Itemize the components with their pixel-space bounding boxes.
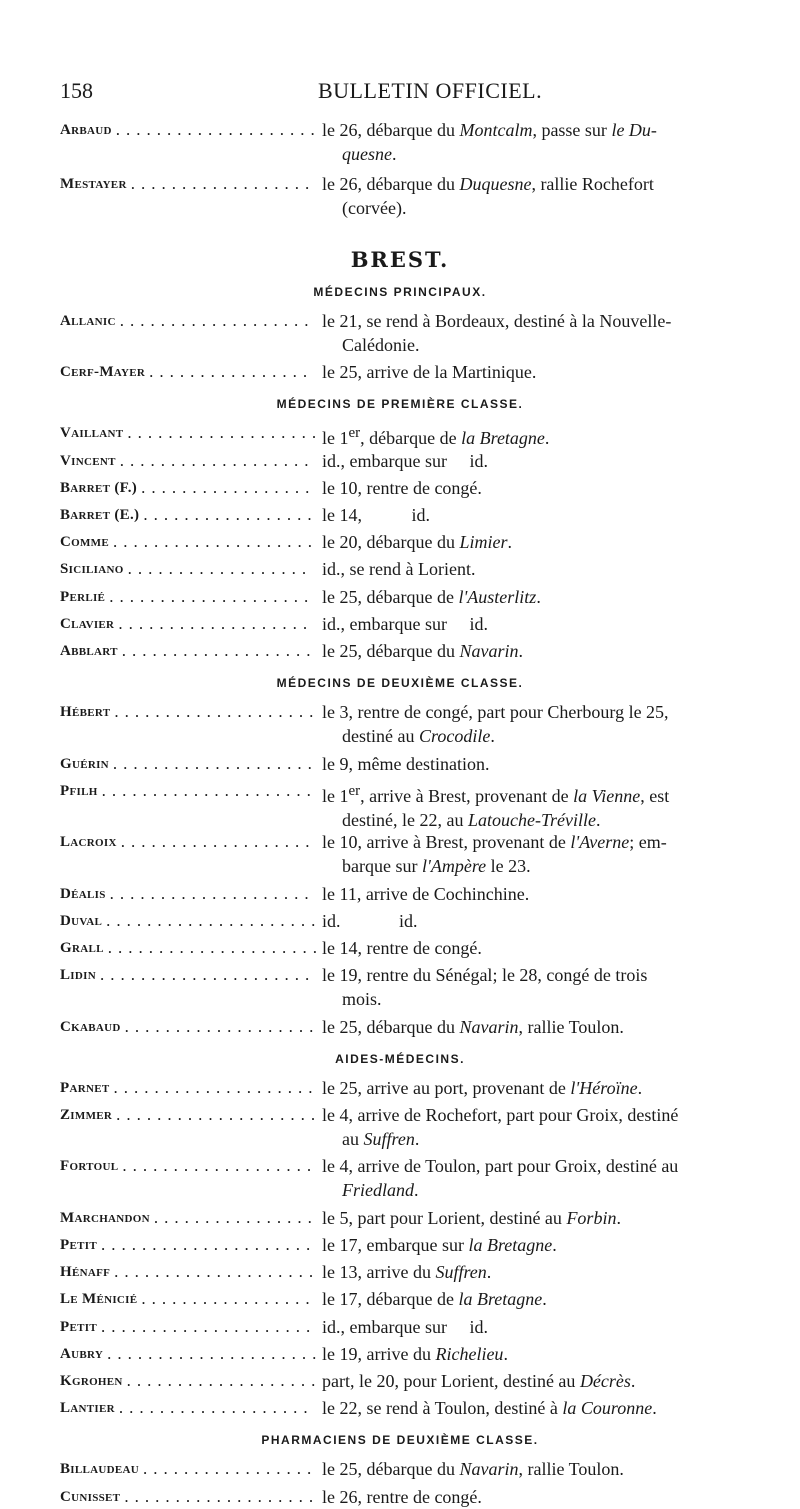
- entry-row: [60, 779, 760, 832]
- entry-row: [60, 1015, 760, 1039]
- entry-row: [60, 1342, 760, 1366]
- entry-line-continued: barque sur l'Ampère le 23.: [342, 856, 531, 877]
- entry-row: [60, 476, 760, 500]
- leader-dots: ................: [153, 1207, 318, 1227]
- entry-name: Parnet: [60, 1079, 110, 1096]
- entry-description: [322, 936, 760, 960]
- entry-line: le 4, arrive de Rochefort, part pour Groix, destiné: [322, 1105, 679, 1125]
- leader-dots: ...................: [118, 1398, 314, 1418]
- entry-row: [60, 421, 760, 450]
- entry-line: id. id.: [322, 910, 418, 931]
- entry-row: [60, 172, 760, 220]
- entry-line: le 1er, débarque de la Bretagne.: [322, 425, 550, 449]
- leader-dots: ...................: [119, 450, 315, 470]
- entry-description: [322, 476, 760, 500]
- entry-description: [322, 1015, 760, 1039]
- entry-name: Cerf-Mayer: [60, 364, 146, 381]
- entry-row: [60, 530, 760, 554]
- leader-dots: .....................: [100, 1316, 317, 1336]
- entry-line: id., embarque sur id.: [322, 613, 488, 634]
- entry-description: [322, 1457, 760, 1481]
- entry-line-continued: Calédonie.: [342, 334, 420, 355]
- entry-line: le 13, arrive du Suffren.: [322, 1262, 492, 1283]
- entry-row: [60, 1457, 760, 1481]
- entry-row: [60, 639, 760, 663]
- leader-dots: .................: [141, 1289, 316, 1309]
- entry-row: [60, 909, 760, 933]
- entry-description: [322, 700, 760, 748]
- entry-row: [60, 1485, 760, 1509]
- entry-line-continued: mois.: [342, 989, 382, 1010]
- entry-description: [322, 830, 760, 878]
- entry-row: [60, 963, 760, 1011]
- entry-name: Hénaff: [60, 1264, 111, 1281]
- entry-line: le 26, débarque du Duquesne, rallie Rochefort: [322, 174, 654, 195]
- entry-description: [322, 963, 760, 1011]
- entry-name: Déalis: [60, 885, 106, 902]
- entry-line: le 4, arrive de Toulon, part pour Groix, destiné au: [322, 1156, 679, 1177]
- section-heading: MÉDECINS DE DEUXIÈME CLASSE.: [276, 676, 524, 691]
- leader-dots: ....................: [115, 120, 321, 139]
- leader-dots: ...................: [124, 1016, 320, 1036]
- entry-name: Kgrohen: [60, 1373, 123, 1389]
- section-heading: AIDES-MÉDECINS.: [335, 1051, 465, 1066]
- entry-name: Barret (E.): [60, 507, 140, 523]
- entry-line-continued: au Suffren.: [342, 1129, 420, 1149]
- entry-line-continued: Friedland.: [342, 1180, 419, 1201]
- leader-dots: ...................: [120, 832, 316, 852]
- leader-dots: .................: [143, 505, 318, 524]
- entry-description: [322, 1154, 760, 1202]
- entry-line: le 14, id.: [322, 505, 430, 525]
- leader-dots: ...................: [119, 310, 315, 330]
- entry-description: [322, 449, 760, 473]
- leader-dots: ....................: [113, 1077, 319, 1097]
- entry-description: [322, 1287, 760, 1311]
- city-heading: BREST.: [350, 246, 450, 272]
- entry-description: [322, 1206, 760, 1230]
- entry-name: Arbaud: [60, 122, 112, 138]
- entry-line: id., embarque sur id.: [322, 450, 488, 471]
- entry-name: Mestayer: [60, 176, 127, 193]
- entry-name: Vincent: [60, 452, 116, 469]
- entry-description: [322, 1076, 760, 1100]
- entry-line: le 17, embarque sur la Bretagne.: [322, 1235, 557, 1255]
- entry-line: part, le 20, pour Lorient, destiné au Décrès.: [322, 1371, 636, 1391]
- entry-line: le 25, arrive au port, provenant de l'Héroïne.: [322, 1077, 643, 1098]
- entry-row: [60, 557, 760, 581]
- page-number: 158: [60, 78, 93, 103]
- entry-description: [322, 118, 760, 166]
- entry-description: [322, 1315, 760, 1339]
- entry-description: [322, 612, 760, 636]
- section-heading: MÉDECINS DE PREMIÈRE CLASSE.: [276, 397, 524, 412]
- entry-line: le 25, débarque du Navarin.: [322, 641, 523, 661]
- entry-description: [322, 1260, 760, 1284]
- entry-name: Marchandon: [60, 1209, 150, 1226]
- entry-name: Abblart: [60, 643, 118, 659]
- entry-row: [60, 1260, 760, 1284]
- entry-row: [60, 503, 760, 527]
- entry-row: [60, 585, 760, 609]
- leader-dots: ..................: [130, 174, 316, 194]
- entry-line: le 26, débarque du Montcalm, passe sur le Du-: [322, 120, 657, 140]
- leader-dots: ................: [149, 362, 314, 382]
- entry-description: [322, 882, 760, 906]
- leader-dots: ....................: [112, 753, 318, 773]
- entry-name: Pfilh: [60, 782, 98, 799]
- entry-description: [322, 639, 760, 663]
- entry-description: [322, 585, 760, 609]
- entry-description: [322, 309, 760, 357]
- entry-name: Grall: [60, 940, 104, 956]
- leader-dots: ....................: [114, 1262, 320, 1282]
- entry-name: Petit: [60, 1318, 97, 1335]
- entry-name: Siciliano: [60, 561, 124, 578]
- leader-dots: ...................: [121, 641, 317, 660]
- entry-row: [60, 360, 760, 384]
- entry-description: [322, 421, 760, 450]
- leader-dots: .....................: [99, 965, 316, 985]
- entry-name: Aubry: [60, 1345, 104, 1362]
- leader-dots: ....................: [114, 702, 320, 722]
- entry-line-continued: destiné, le 22, au Latouche-Tréville.: [342, 809, 601, 830]
- entry-description: [322, 557, 760, 581]
- entry-description: [322, 779, 760, 832]
- entry-name: Billaudeau: [60, 1461, 140, 1478]
- entry-description: [322, 909, 760, 933]
- page-header: [60, 78, 760, 108]
- entry-line: le 22, se rend à Toulon, destiné à la Couronne.: [322, 1398, 657, 1419]
- entry-line: id., se rend à Lorient.: [322, 559, 476, 580]
- leader-dots: ....................: [116, 1105, 322, 1124]
- entry-line: le 25, débarque de l'Austerlitz.: [322, 586, 541, 607]
- entry-name: Cunisset: [60, 1488, 121, 1505]
- entry-row: [60, 1076, 760, 1100]
- entry-row: [60, 882, 760, 906]
- entry-line: le 20, débarque du Limier.: [322, 532, 512, 553]
- leader-dots: ...................: [127, 423, 323, 443]
- entry-line: le 19, rentre du Sénégal; le 28, congé de trois: [322, 965, 648, 986]
- entry-row: [60, 1154, 760, 1202]
- entry-row: [60, 1369, 760, 1393]
- leader-dots: .....................: [101, 780, 317, 800]
- entry-line: le 10, rentre de congé.: [322, 477, 482, 498]
- entry-description: [322, 1342, 760, 1366]
- entry-line: le 14, rentre de congé.: [322, 938, 482, 958]
- entry-line: le 21, se rend à Bordeaux, destiné à la Nouvelle-: [322, 310, 672, 331]
- running-title: BULLETIN OFFICIEL.: [318, 78, 543, 103]
- entry-row: [60, 118, 760, 166]
- entry-name: Guérin: [60, 755, 109, 772]
- entry-name: Vaillant: [60, 425, 124, 442]
- entry-row: [60, 309, 760, 357]
- leader-dots: ....................: [109, 586, 315, 606]
- section-heading: MÉDECINS PRINCIPAUX.: [313, 284, 487, 299]
- entry-description: [322, 1396, 760, 1420]
- leader-dots: .....................: [100, 1235, 317, 1254]
- entry-name: Lacroix: [60, 834, 117, 851]
- leader-dots: .................: [143, 1459, 318, 1479]
- entry-name: Perlié: [60, 588, 106, 605]
- entry-description: [322, 1103, 760, 1151]
- entry-line: le 3, rentre de congé, part pour Cherbourg le 25,: [322, 702, 669, 723]
- entry-line: le 9, même destination.: [322, 753, 490, 774]
- entry-line-continued: quesne.: [342, 144, 397, 164]
- entry-name: Barret (F.): [60, 479, 138, 496]
- entry-row: [60, 1206, 760, 1230]
- entry-row: [60, 1315, 760, 1339]
- leader-dots: ..................: [127, 559, 313, 579]
- entry-line: le 25, débarque du Navarin, rallie Toulon.: [322, 1016, 624, 1037]
- entry-description: [322, 503, 760, 527]
- entry-name: Lidin: [60, 967, 96, 984]
- entry-description: [322, 1485, 760, 1509]
- entry-description: [322, 1369, 760, 1393]
- entry-row: [60, 612, 760, 636]
- entry-line: le 1er, arrive à Brest, provenant de la Vienne, est: [322, 782, 670, 806]
- leader-dots: .....................: [107, 938, 323, 957]
- entry-line: le 19, arrive du Richelieu.: [322, 1343, 508, 1364]
- entry-line-continued: destiné au Crocodile.: [342, 726, 495, 747]
- leader-dots: ...................: [126, 1371, 322, 1390]
- entry-row: [60, 1396, 760, 1420]
- leader-dots: ...................: [118, 613, 314, 633]
- entry-name: Allanic: [60, 312, 116, 329]
- entry-name: Ckabaud: [60, 1018, 121, 1035]
- leader-dots: ...................: [124, 1486, 320, 1506]
- entry-description: [322, 530, 760, 554]
- entry-row: [60, 936, 760, 960]
- entry-row: [60, 1103, 760, 1151]
- entry-description: [322, 172, 760, 220]
- entry-name: Duval: [60, 912, 103, 929]
- entry-row: [60, 449, 760, 473]
- leader-dots: ....................: [109, 883, 315, 903]
- entry-description: [322, 360, 760, 384]
- entry-line: le 25, débarque du Navarin, rallie Toulon.: [322, 1459, 624, 1480]
- entry-name: Fortoul: [60, 1158, 119, 1175]
- entry-line-continued: (corvée).: [342, 198, 407, 219]
- leader-dots: ...................: [122, 1156, 318, 1176]
- entry-line: le 11, arrive de Cochinchine.: [322, 883, 530, 904]
- entry-line: le 17, débarque de la Bretagne.: [322, 1289, 547, 1310]
- leader-dots: ....................: [113, 532, 318, 552]
- entry-description: [322, 752, 760, 776]
- entry-row: [60, 830, 760, 878]
- leader-dots: .....................: [107, 1343, 323, 1363]
- section-heading: PHARMACIENS DE DEUXIÈME CLASSE.: [261, 1433, 539, 1448]
- entry-name: Comme: [60, 534, 109, 551]
- leader-dots: .................: [141, 477, 316, 497]
- entry-row: [60, 1233, 760, 1257]
- entry-name: Hébert: [60, 704, 111, 721]
- entry-name: Le Ménicié: [60, 1291, 138, 1308]
- entry-line: id., embarque sur id.: [322, 1316, 488, 1337]
- entry-line: le 10, arrive à Brest, provenant de l'Averne; em-: [322, 832, 667, 853]
- entry-row: [60, 1287, 760, 1311]
- entry-row: [60, 752, 760, 776]
- entry-line: le 5, part pour Lorient, destiné au Forbin.: [322, 1207, 621, 1228]
- entry-description: [322, 1233, 760, 1257]
- entry-name: Clavier: [60, 615, 115, 632]
- entry-row: [60, 700, 760, 748]
- entry-name: Zimmer: [60, 1107, 113, 1123]
- entry-line: le 25, arrive de la Martinique.: [322, 362, 537, 383]
- entry-name: Petit: [60, 1237, 97, 1253]
- leader-dots: .....................: [106, 910, 322, 930]
- entry-name: Lantier: [60, 1400, 115, 1417]
- entry-line: le 26, rentre de congé.: [322, 1486, 482, 1507]
